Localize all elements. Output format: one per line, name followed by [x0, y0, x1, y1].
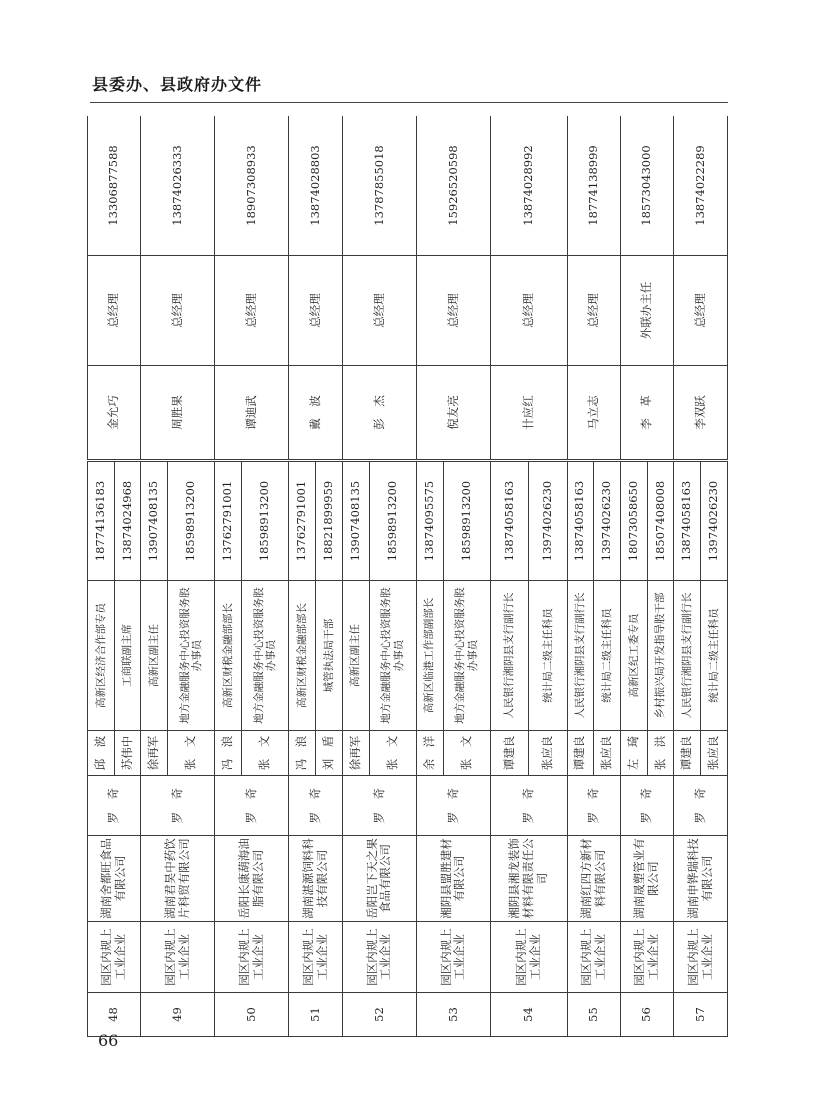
table-row [342, 116, 369, 1037]
contact-phone: 13874058163 [490, 461, 528, 581]
enterprise-type: 园区内规上工业企业 [620, 922, 673, 993]
page-header-title: 县委办、县政府办文件 [92, 75, 263, 94]
contact-name: 谭建良 [674, 731, 701, 776]
enterprise-contact-phone: 13874026333 [141, 116, 215, 256]
row-number: 52 [342, 993, 416, 1037]
enterprise-name: 岳阳长康葫海油脂有限公司 [215, 836, 289, 922]
enterprise-contact-phone: 13874028803 [289, 116, 342, 256]
contact-title: 人民银行湘阴县支行副行长 [567, 581, 594, 731]
table-row [567, 116, 594, 1037]
contact-title: 统计局二级主任科员 [594, 581, 621, 731]
contact-phone: 18598913200 [242, 461, 289, 581]
table-row [215, 116, 242, 1037]
enterprise-type: 园区内规上工业企业 [215, 922, 289, 993]
row-number: 56 [620, 993, 673, 1037]
liaison-leader: 罗 奇 [141, 776, 215, 836]
enterprise-contact-title: 总经理 [567, 256, 620, 366]
liaison-leader: 罗 奇 [674, 776, 728, 836]
enterprise-contact: 金允巧 [88, 366, 141, 461]
enterprise-name: 湖南舍都旺食品有限公司 [88, 836, 141, 922]
enterprise-contact: 戴 波 [289, 366, 342, 461]
contact-name: 谭建良 [490, 731, 528, 776]
contact-title: 人民银行湘阴县支行副行长 [490, 581, 528, 731]
contact-name: 刘 盾 [316, 731, 343, 776]
enterprise-contact-title: 总经理 [289, 256, 342, 366]
contact-title: 统计局二级主任科员 [529, 581, 567, 731]
row-number: 51 [289, 993, 342, 1037]
liaison-leader: 罗 奇 [342, 776, 416, 836]
contact-phone: 18507408008 [647, 461, 674, 581]
liaison-leader: 罗 奇 [490, 776, 567, 836]
contact-name: 张应良 [529, 731, 567, 776]
contact-name: 谭建良 [567, 731, 594, 776]
row-number: 49 [141, 993, 215, 1037]
rotated-table-container [87, 116, 728, 1037]
contact-name: 张应良 [701, 731, 728, 776]
enterprise-contact-title: 总经理 [490, 256, 567, 366]
contact-title: 人民银行湘阴县支行副行长 [674, 581, 701, 731]
enterprise-name: 湘阴县湘龙装饰材料有限责任公司 [490, 836, 567, 922]
contact-name: 徐再军 [342, 731, 369, 776]
contact-name: 余 洋 [416, 731, 443, 776]
contact-phone: 13907408135 [342, 461, 369, 581]
contact-name: 张 文 [369, 731, 416, 776]
enterprise-contact-title: 总经理 [416, 256, 490, 366]
enterprise-contact-title: 总经理 [342, 256, 416, 366]
table-row [416, 116, 443, 1037]
enterprise-name: 湖南晟塑管业有限公司 [620, 836, 673, 922]
enterprise-contact-phone: 13306877588 [88, 116, 141, 256]
enterprise-type: 园区内规上工业企业 [490, 922, 567, 993]
enterprise-contact: 彭 杰 [342, 366, 416, 461]
liaison-leader: 罗 奇 [620, 776, 673, 836]
enterprise-contact: 卄应红 [490, 366, 567, 461]
contact-phone: 13974026230 [701, 461, 728, 581]
row-number: 48 [88, 993, 141, 1037]
enterprise-contact-phone: 18573043000 [620, 116, 673, 256]
liaison-leader: 罗 奇 [289, 776, 342, 836]
contact-title: 高新区纪工委专员 [620, 581, 647, 731]
liaison-leader: 罗 奇 [215, 776, 289, 836]
enterprise-name: 湖南申铧瑞科技有限公司 [674, 836, 728, 922]
row-number: 55 [567, 993, 620, 1037]
table-viewport [87, 116, 728, 1037]
enterprise-contact-phone: 18774138999 [567, 116, 620, 256]
contact-name: 张 文 [242, 731, 289, 776]
contact-name: 冯 浪 [289, 731, 316, 776]
table-row [490, 116, 528, 1037]
liaison-leader: 罗 奇 [88, 776, 141, 836]
contact-name: 张应良 [594, 731, 621, 776]
enterprise-contact: 李 革 [620, 366, 673, 461]
table-row [289, 116, 316, 1037]
contact-phone: 18821899959 [316, 461, 343, 581]
contact-name: 徐再军 [141, 731, 168, 776]
contact-title: 工商联副主席 [114, 581, 141, 731]
enterprise-contact-phone: 18907308933 [215, 116, 289, 256]
enterprise-contact: 周胜果 [141, 366, 215, 461]
contact-title: 高新区财税金融部部长 [289, 581, 316, 731]
contact-phone: 13874024968 [114, 461, 141, 581]
enterprise-type: 园区内规上工业企业 [88, 922, 141, 993]
contact-phone: 13974026230 [529, 461, 567, 581]
contact-name: 张 文 [168, 731, 215, 776]
enterprise-type: 园区内规上工业企业 [141, 922, 215, 993]
enterprise-contact: 倪友亮 [416, 366, 490, 461]
contact-title: 乡村振兴局开发指导股干部 [647, 581, 674, 731]
contact-name: 张 文 [443, 731, 490, 776]
enterprise-name: 岳阳岂下天之果食品有限公司 [342, 836, 416, 922]
contact-name: 左 琦 [620, 731, 647, 776]
enterprise-type: 园区内规上工业企业 [289, 922, 342, 993]
table-row [141, 116, 168, 1037]
table-body [88, 116, 728, 1037]
contact-phone: 18598913200 [443, 461, 490, 581]
enterprise-type: 园区内规上工业企业 [674, 922, 728, 993]
contact-phone: 13874058163 [674, 461, 701, 581]
contact-title: 城管执法局干部 [316, 581, 343, 731]
contact-title: 地方金融服务中心投资服务股办事员 [443, 581, 490, 731]
row-number: 54 [490, 993, 567, 1037]
enterprise-type: 园区内规上工业企业 [567, 922, 620, 993]
contact-phone: 18774136183 [88, 461, 115, 581]
contact-name: 冯 浪 [215, 731, 242, 776]
contact-phone: 13974026230 [594, 461, 621, 581]
enterprise-name: 湖南湛源饲料科技有限公司 [289, 836, 342, 922]
enterprise-contact-title: 总经理 [88, 256, 141, 366]
table-row [674, 116, 701, 1037]
row-number: 50 [215, 993, 289, 1037]
contact-phone: 13907408135 [141, 461, 168, 581]
enterprise-contact-phone: 13874028992 [490, 116, 567, 256]
enterprise-contact-phone: 13787855018 [342, 116, 416, 256]
liaison-leader: 罗 奇 [567, 776, 620, 836]
enterprise-contact-title: 总经理 [674, 256, 728, 366]
contact-phone: 18598913200 [168, 461, 215, 581]
contact-table [87, 116, 728, 1037]
contact-title: 地方金融服务中心投资服务股办事员 [168, 581, 215, 731]
page-number: 66 [98, 1031, 119, 1050]
enterprise-contact-title: 外联办主任 [620, 256, 673, 366]
table-row [620, 116, 647, 1037]
contact-phone: 18073058650 [620, 461, 647, 581]
contact-title: 地方金融服务中心投资服务股办事员 [242, 581, 289, 731]
enterprise-name: 湖南红四方新材料有限公司 [567, 836, 620, 922]
table-row [88, 116, 115, 1037]
row-number: 53 [416, 993, 490, 1037]
enterprise-type: 园区内规上工业企业 [416, 922, 490, 993]
header-divider [90, 102, 728, 103]
contact-title: 高新区财税金融部部长 [215, 581, 242, 731]
enterprise-contact: 李双跃 [674, 366, 728, 461]
contact-phone: 13874095575 [416, 461, 443, 581]
enterprise-contact-title: 总经理 [141, 256, 215, 366]
enterprise-contact: 谭迪武 [215, 366, 289, 461]
contact-title: 地方金融服务中心投资服务股办事员 [369, 581, 416, 731]
row-number: 57 [674, 993, 728, 1037]
contact-name: 邱 波 [88, 731, 115, 776]
contact-title: 高新区经济合作部专员 [88, 581, 115, 731]
liaison-leader: 罗 奇 [416, 776, 490, 836]
contact-phone: 13762791001 [289, 461, 316, 581]
contact-title: 高新区副主任 [342, 581, 369, 731]
contact-title: 高新区临港工作部副部长 [416, 581, 443, 731]
contact-phone: 13874058163 [567, 461, 594, 581]
enterprise-type: 园区内规上工业企业 [342, 922, 416, 993]
enterprise-contact: 马立志 [567, 366, 620, 461]
contact-name: 苏伟中 [114, 731, 141, 776]
contact-phone: 18598913200 [369, 461, 416, 581]
enterprise-name: 湘阴县盟胜建材有限公司 [416, 836, 490, 922]
enterprise-contact-phone: 15926520598 [416, 116, 490, 256]
enterprise-name: 湖南君昊中药饮片科贸有限公司 [141, 836, 215, 922]
enterprise-contact-phone: 13874022289 [674, 116, 728, 256]
contact-name: 张 洪 [647, 731, 674, 776]
contact-title: 统计局二级主任科员 [701, 581, 728, 731]
contact-phone: 13762791001 [215, 461, 242, 581]
enterprise-contact-title: 总经理 [215, 256, 289, 366]
contact-title: 高新区副主任 [141, 581, 168, 731]
